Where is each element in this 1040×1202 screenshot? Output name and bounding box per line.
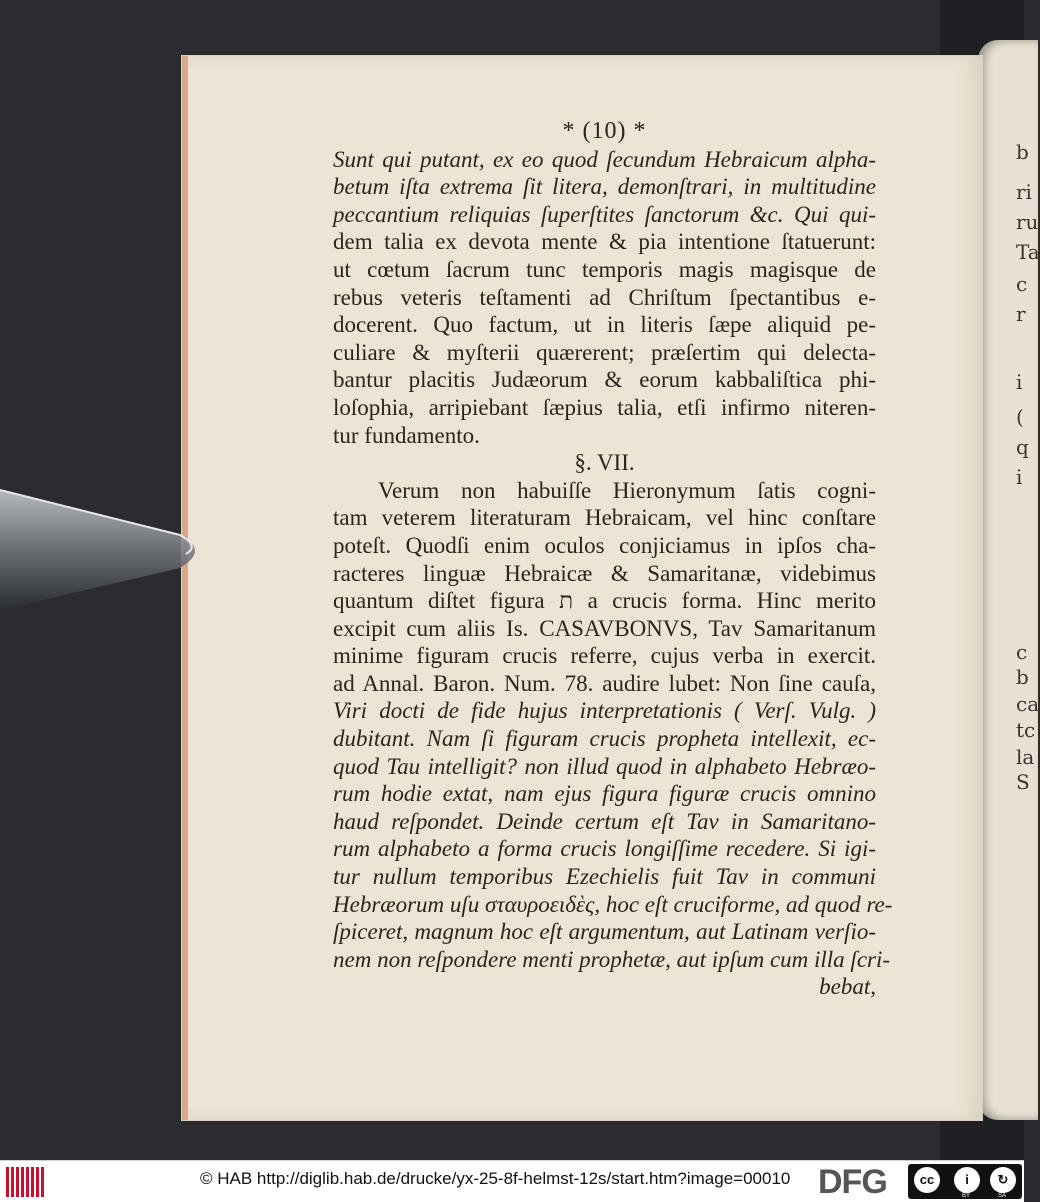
text-line: rum alphabeto a forma crucis longiſſime recedere. Si igi- (333, 836, 876, 862)
text-line: quantum diſtet figura ת a crucis forma. Hinc merito (333, 588, 876, 614)
next-page-glyph: c (1016, 272, 1028, 296)
text-line: quod Tau intelligit? non illud quod in alphabeto Hebræo- (333, 753, 876, 779)
text-line: docerent. Quo factum, ut in literis ſæpe aliquid pe- (333, 312, 876, 338)
text-line: dubitant. Nam ſi figuram crucis propheta intellexit, ec- (333, 726, 876, 752)
section-heading: §. VII. (574, 450, 635, 476)
text-line: rebus veteris teſtamenti ad Chriſtum ſpectantibus e- (333, 284, 876, 310)
text-line: bantur placitis Judæorum & eorum kabbaliſtica phi- (333, 367, 876, 393)
next-page-glyph: c (1016, 640, 1028, 664)
next-page-glyph: r (1016, 302, 1026, 326)
cc-license-badge[interactable] (908, 1164, 1022, 1199)
next-page-glyph: la (1016, 745, 1035, 769)
page-text (333, 118, 893, 1001)
sa-label: SA (998, 1193, 1007, 1199)
text-line: minime figuram crucis referre, cujus verba in exercit. (333, 643, 876, 669)
dfg-logo: DFG (818, 1163, 887, 1201)
cc-icon: cc (914, 1167, 940, 1193)
text-line: tur nullum temporibus Ezechielis fuit Tav in communi (333, 864, 876, 890)
next-page-glyph: b (1016, 140, 1029, 164)
text-line: excipit cum aliis Is. CASAVBONVS, Tav Samaritanum (333, 615, 876, 641)
text-line: poteſt. Quodſi enim oculos conjiciamus in ipſos cha- (333, 532, 876, 558)
next-page-edge (978, 40, 1038, 1120)
text-line: nem non reſpondere menti prophetæ, aut ipſum cum illa ſcri- (333, 946, 891, 972)
next-page-glyph: i (1016, 370, 1023, 394)
text-line: Sunt qui putant, ex eo quod ſecundum Hebraicum alpha- (333, 146, 876, 172)
hab-barcode-logo (6, 1167, 46, 1197)
footer-bar (0, 1160, 1024, 1202)
bookmark-ribbon (0, 480, 210, 620)
text-line: bebat, (819, 974, 876, 1000)
text-line: racteres linguæ Hebraicæ & Samaritanæ, videbimus (333, 560, 876, 586)
next-page-glyph: b (1016, 665, 1029, 689)
text-line: ut cœtum ſacrum tunc temporis magis magisque de (333, 256, 876, 282)
text-line: tam veterem literaturam Hebraicam, vel hinc conſtare (333, 505, 876, 531)
text-line: ſpiceret, magnum hoc eſt argumentum, aut Latinam verſio- (333, 919, 876, 945)
text-line: betum iſta extrema ſit litera, demonſtrari, in multitudine (333, 174, 876, 200)
next-page-glyph: S (1016, 770, 1030, 794)
next-page-glyph: ca (1016, 692, 1040, 716)
next-page-glyph: ru (1016, 210, 1039, 234)
running-head: * (10) * (562, 118, 647, 144)
next-page-glyph: ( (1016, 405, 1024, 429)
text-line: culiare & myſterii quærerent; præſertim qui delecta- (333, 339, 876, 365)
text-line: peccantium reliquias ſuperſtites ſanctorum &c. Qui qui- (333, 201, 876, 227)
by-label: BY (962, 1193, 971, 1199)
next-page-glyph: q (1016, 435, 1029, 459)
share-alike-icon: ↻ (990, 1167, 1016, 1193)
text-line: rum hodie extat, nam ejus figura figuræ crucis omnino (333, 781, 876, 807)
text-line: haud reſpondet. Deinde certum eſt Tav in Samaritano- (333, 808, 876, 834)
next-page-glyph: ri (1016, 180, 1032, 204)
text-line: tur fundamento. (333, 422, 480, 448)
text-line: loſophia, arripiebant ſæpius talia, etſi infirmo niteren- (333, 394, 876, 420)
text-line: dem talia ex devota mente & pia intentione ſtatuerunt: (333, 229, 876, 255)
text-line: Hebræorum uſu σταυροειδὲς, hoc eſt cruciforme, ad quod re- (333, 891, 893, 917)
text-line: Verum non habuiſſe Hieronymum ſatis cogni- (378, 477, 876, 503)
text-line: Viri docti de fide hujus interpretationis ( Verſ. Vulg. ) (333, 698, 876, 724)
copyright-link[interactable]: © HAB http://diglib.hab.de/drucke/yx-25-8f-helmst-12s/start.htm?image=00010 (200, 1169, 791, 1188)
next-page-glyph: i (1016, 465, 1023, 489)
by-attribution-icon: i (954, 1167, 980, 1193)
next-page-glyph: Ta (1016, 240, 1040, 264)
text-line: ad Annal. Baron. Num. 78. audire lubet: Non ſine cauſa, (333, 670, 876, 696)
next-page-glyph: tc (1016, 718, 1036, 742)
